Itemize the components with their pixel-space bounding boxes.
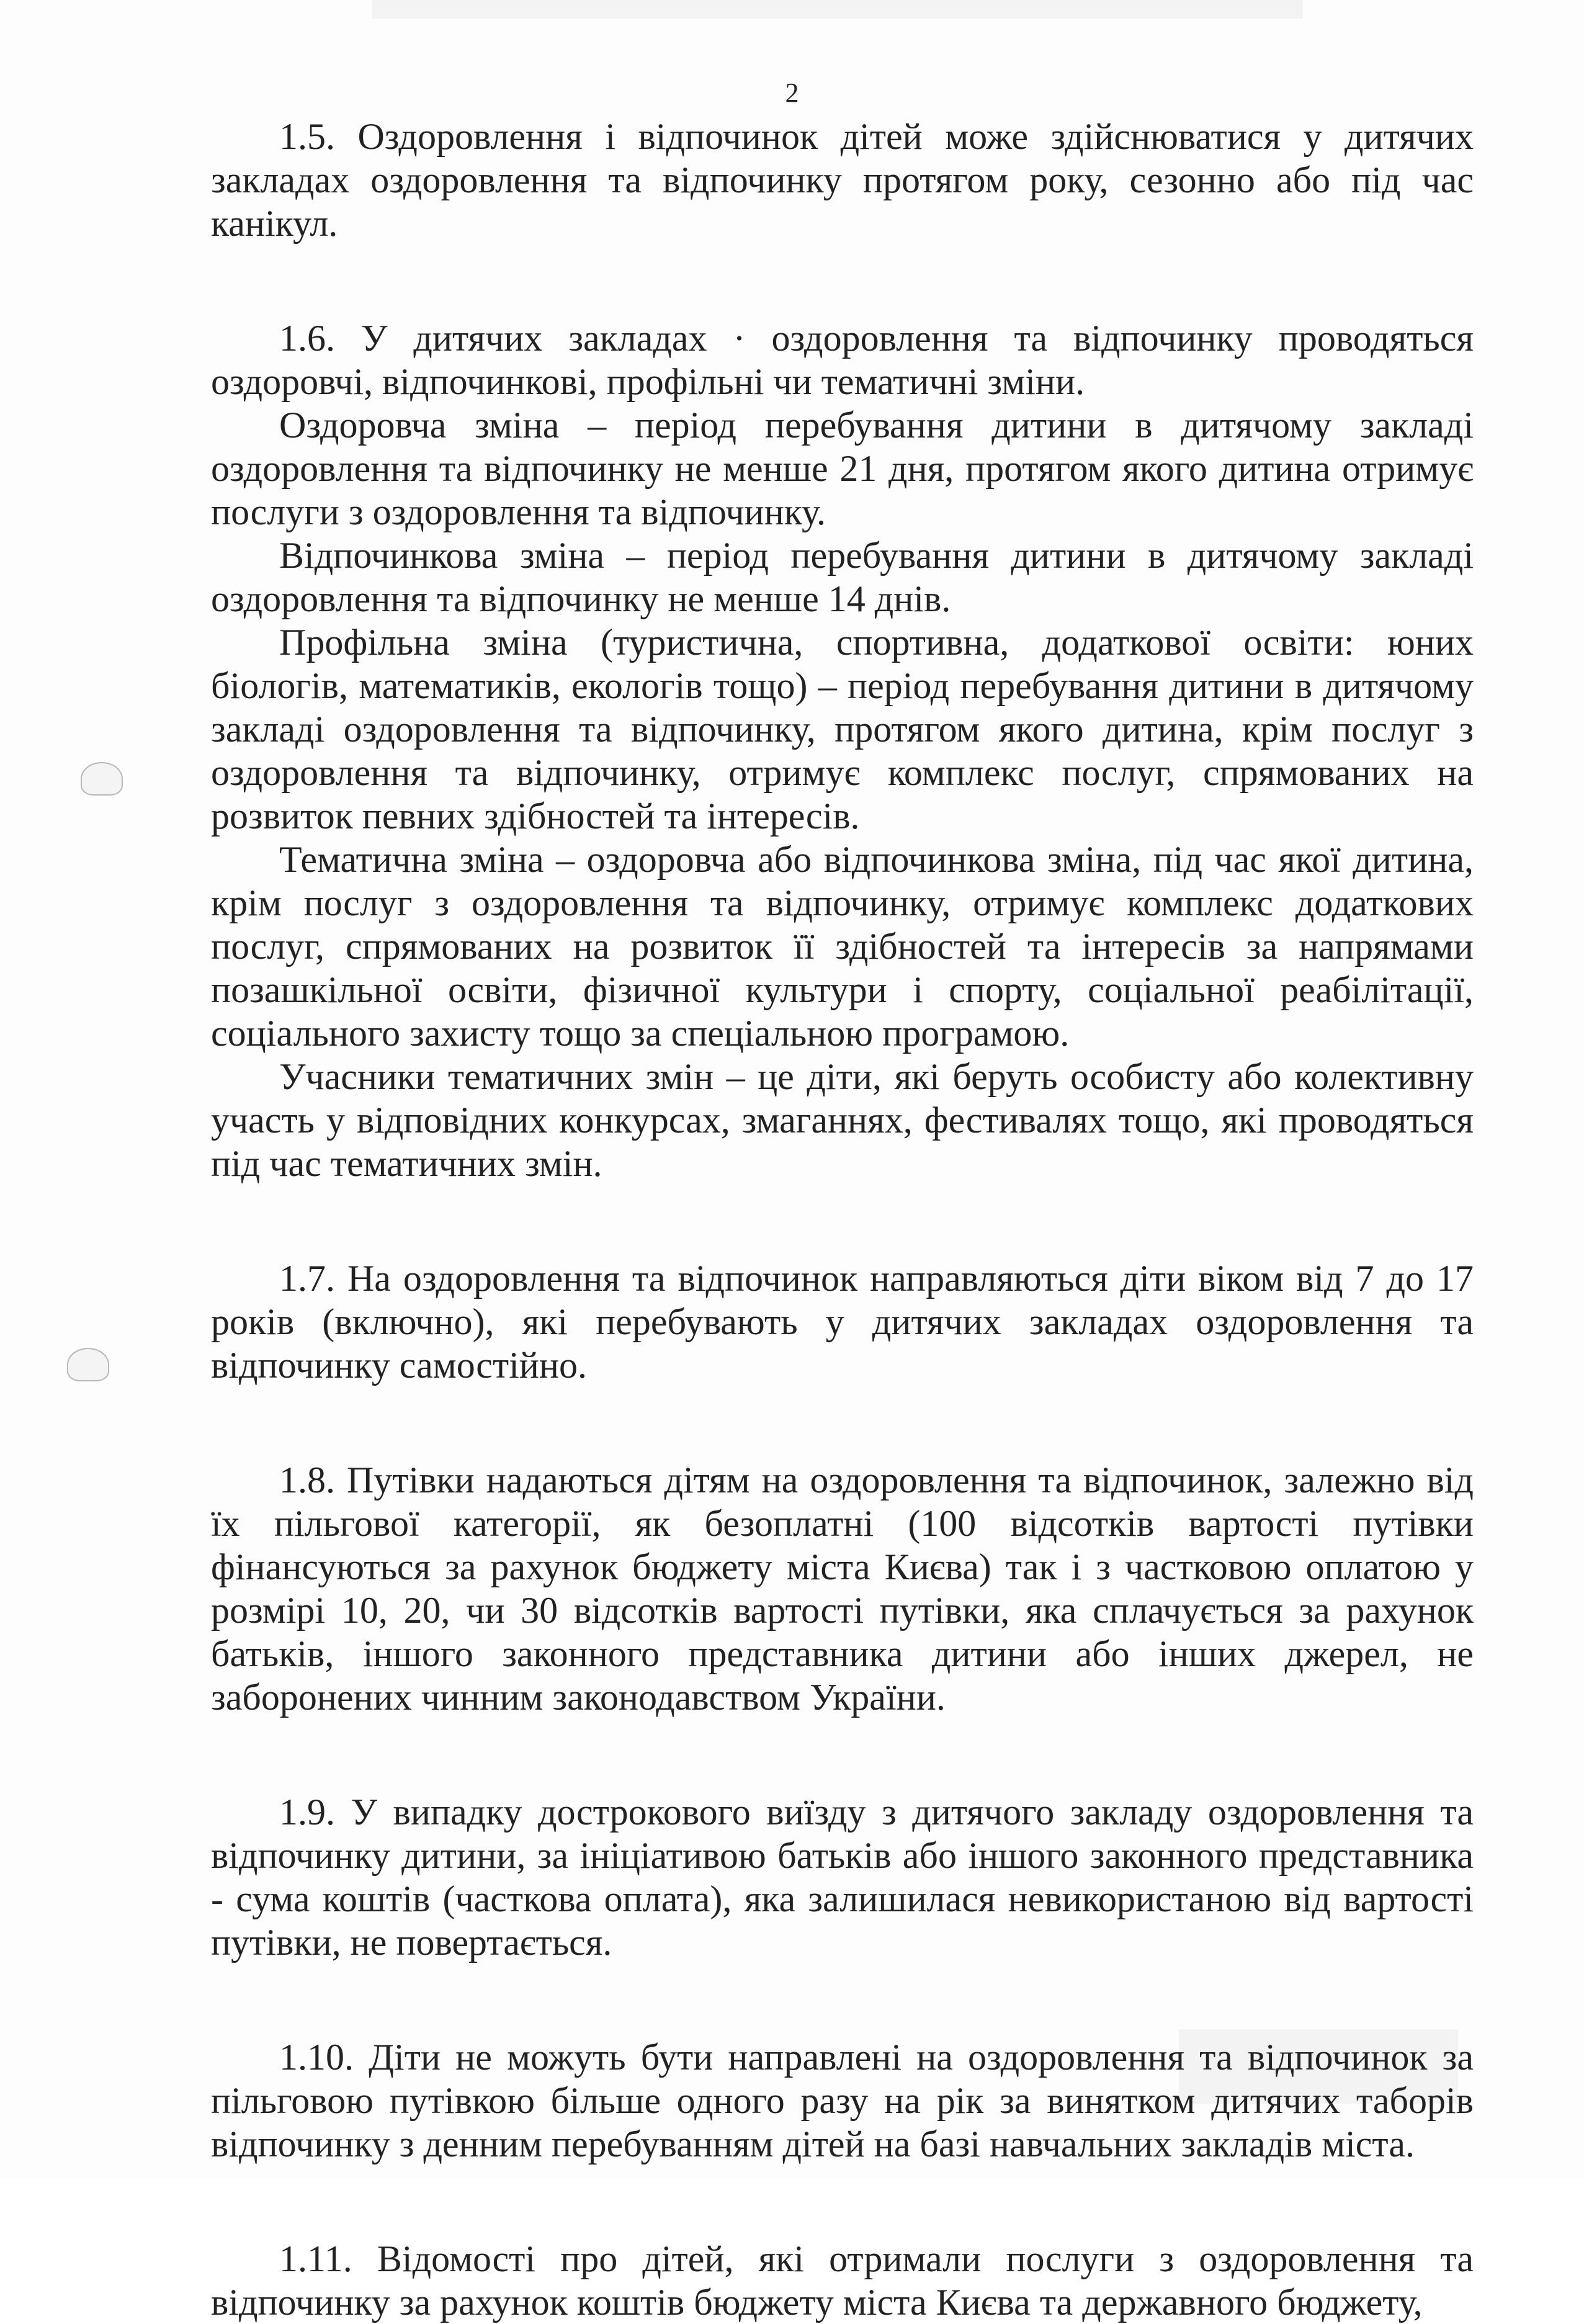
paragraph-health-shift: Оздоровча зміна – період перебування дитини в дитячому закладі оздоровлення та відпочинку не менше 21 дня, протягом якого дитина отримує послуги з оздоровлення та відпочинку. — [211, 405, 1474, 532]
paragraph-thematic-participants: Учасники тематичних змін – це діти, які беруть особисту або колективну участь у відповідних конкурсах, змаганнях, фестивалях тощо, які проводяться під час тематичних змін. — [211, 1056, 1474, 1184]
paragraph-1-10: 1.10. Діти не можуть бути направлені на оздоровлення та відпочинок за пільговою путівкою більше одного разу на рік за винятком дитячих таборів відпочинку з денним перебуванням дітей на базі навчальних закладів міста. — [211, 2037, 1474, 2165]
paragraph-1-11: 1.11. Відомості про дітей, які отримали послуги з оздоровлення та відпочинку за рахунок коштів бюджету міста Києва та державного бюджету, — [211, 2238, 1474, 2323]
document-body — [211, 115, 1474, 2324]
paragraph-1-5: 1.5. Оздоровлення і відпочинок дітей може здійснюватися у дитячих закладах оздоровлення та відпочинку протягом року, сезонно або під час канікул. — [211, 116, 1474, 244]
punch-hole-upper — [81, 762, 123, 796]
paragraph-1-6: 1.6. У дитячих закладах · оздоровлення та відпочинку проводяться оздоровчі, відпочинкові, профільні чи тематичні зміни. — [211, 318, 1474, 402]
paragraph-profile-shift: Профільна зміна (туристична, спортивна, додаткової освіти: юних біологів, математиків, екологів тощо) – період перебування дитини в дитячому закладі оздоровлення та відпочинку, протягом якого дитина, крім послуг з оздоровлення та відпочинку, отримує комплекс послуг, спрямованих на розвиток певних здібностей та інтересів. — [211, 622, 1474, 837]
page-number: 2 — [785, 78, 799, 108]
paragraph-thematic-shift: Тематична зміна – оздоровча або відпочинкова зміна, під час якої дитина, крім послуг з оздоровлення та відпочинку, отримує комплекс додаткових послуг, спрямованих на розвиток її здібностей та інтересів за напрямами позашкільної освіти, фізичної культури і спорту, соціальної реабілітації, соціального захисту тощо за спеціальною програмою. — [211, 839, 1474, 1054]
punch-hole-lower — [67, 1348, 109, 1381]
paragraph-1-7: 1.7. На оздоровлення та відпочинок направляються діти віком від 7 до 17 років (включно), які перебувають у дитячих закладах оздоровлення та відпочинку самостійно. — [211, 1258, 1474, 1386]
paragraph-rest-shift: Відпочинкова зміна – період перебування дитини в дитячому закладі оздоровлення та відпочинку не менше 14 днів. — [211, 535, 1474, 619]
paragraph-1-9: 1.9. У випадку дострокового виїзду з дитячого закладу оздоровлення та відпочинку дитини, за ініціативою батьків або іншого законного представника - сума коштів (часткова оплата), яка залишилася невикористаною від вартості путівки, не повертається. — [211, 1792, 1474, 1963]
paragraph-1-8: 1.8. Путівки надаються дітям на оздоровлення та відпочинок, залежно від їх пільгової категорії, як безоплатні (100 відсотків вартості путівки фінансуються за рахунок бюджету міста Києва) так і з частковою оплатою у розмірі 10, 20, чи 30 відсотків вартості путівки, яка сплачується за рахунок батьків, іншого законного представника дитини або інших джерел, не заборонених чинним законодавством України. — [211, 1460, 1474, 1718]
scan-shadow-top — [372, 0, 1303, 19]
